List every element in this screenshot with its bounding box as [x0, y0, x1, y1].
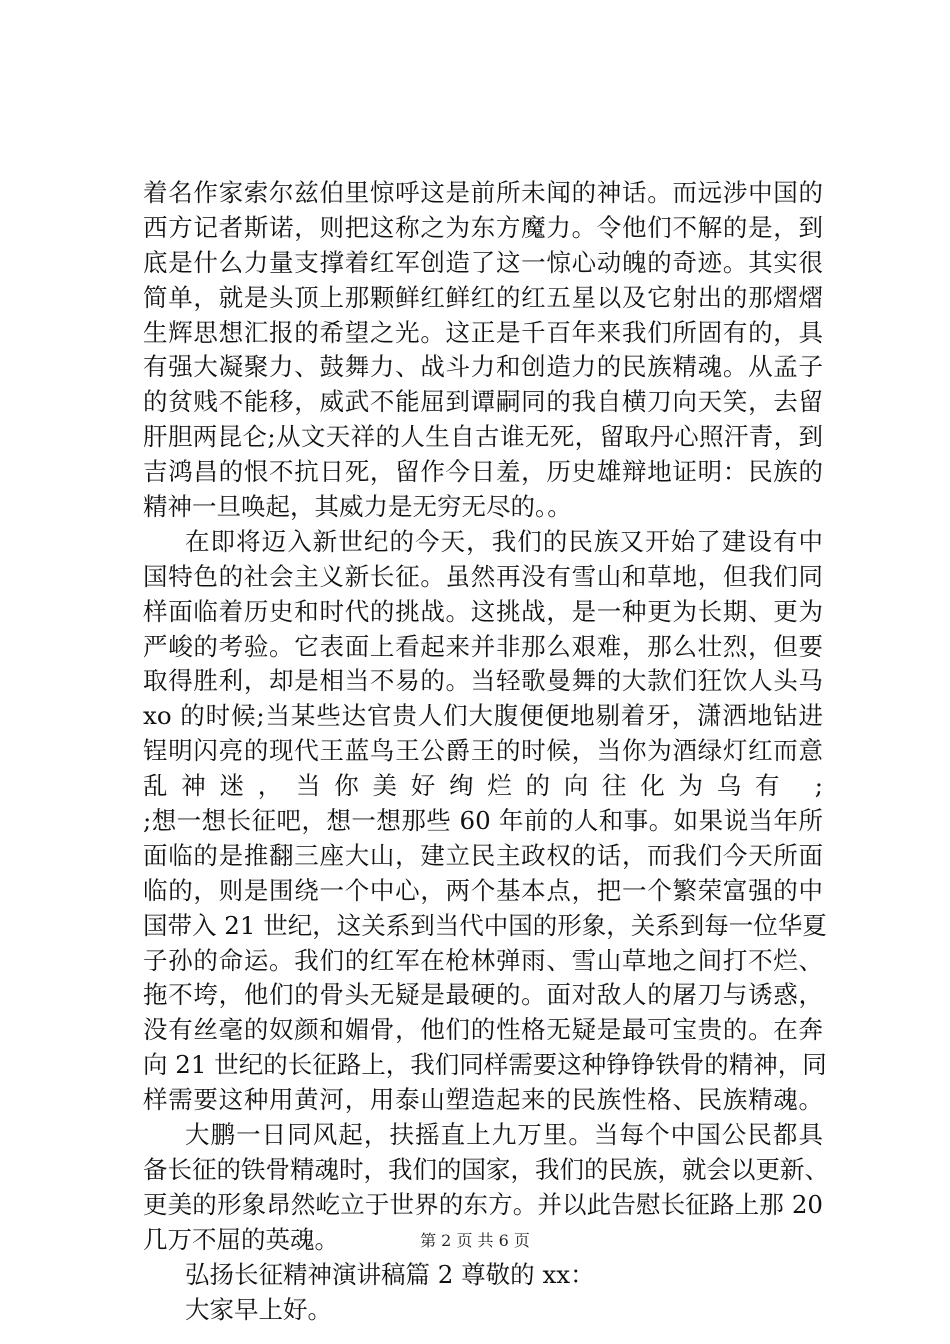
text-line: 简单，就是头顶上那颗鲜红鲜红的红五星以及它射出的那熠熠 — [143, 282, 823, 312]
text-line: 吉鸿昌的恨不抗日死，留作今日羞，历史雄辩地证明：民族的 — [143, 457, 823, 487]
text-line: 在即将迈入新世纪的今天，我们的民族又开始了建设有中 — [185, 526, 823, 556]
text-line: 几万不屈的英魂。 — [143, 1224, 339, 1254]
page-footer: 第 2 页 共 6 页 — [420, 1231, 530, 1250]
text-line: 更美的形象昂然屹立于世界的东方。并以此告慰长征路上那 20 — [143, 1189, 823, 1219]
text-line: 备长征的铁骨精魂时，我们的国家，我们的民族，就会以更新、 — [143, 1154, 829, 1184]
text-line: 样需要这种用黄河，用泰山塑造起来的民族性格、民族精魂。 — [143, 1085, 823, 1115]
text-line: 国带入 21 世纪，这关系到当代中国的形象，关系到每一位华夏 — [143, 910, 827, 940]
text-line: ;想一想长征吧，想一想那些 60 年前的人和事。如果说当年所 — [143, 806, 823, 836]
text-line: 弘扬长征精神演讲稿篇 2 尊敬的 xx： — [185, 1259, 595, 1289]
text-line: 精神一旦唤起，其威力是无穷无尽的。。 — [143, 492, 572, 522]
text-line: 西方记者斯诺，则把这称之为东方魔力。令他们不解的是，到 — [143, 212, 823, 242]
text-line: 有强大凝聚力、鼓舞力、战斗力和创造力的民族精魂。从孟子 — [143, 352, 823, 382]
text-line: 肝胆两昆仑;从文天祥的人生自古谁无死，留取丹心照汗青，到 — [143, 422, 823, 452]
text-line: 乱神迷，当你美好绚烂的向往化为乌有 ; — [143, 771, 823, 801]
text-line: 子孙的命运。我们的红军在枪林弹雨、雪山草地之间打不烂、 — [143, 945, 823, 975]
text-line: 大鹏一日同风起，扶摇直上九万里。当每个中国公民都具 — [185, 1120, 823, 1150]
text-line: 锃明闪亮的现代王蓝鸟王公爵王的时候，当你为酒绿灯红而意 — [143, 736, 823, 766]
text-line: 临的，则是围绕一个中心，两个基本点，把一个繁荣富强的中 — [143, 875, 823, 905]
document-body — [143, 176, 829, 1327]
text-line: xo 的时候;当某些达官贵人们大腹便便地剔着牙，潇洒地钻进 — [143, 701, 823, 731]
text-line: 国特色的社会主义新长征。虽然再没有雪山和草地，但我们同 — [143, 561, 823, 591]
text-line: 拖不垮，他们的骨头无疑是最硬的。面对敌人的屠刀与诱惑， — [143, 980, 823, 1010]
text-line: 向 21 世纪的长征路上，我们同样需要这种铮铮铁骨的精神，同 — [143, 1050, 827, 1080]
text-line: 取得胜利，却是相当不易的。当轻歌曼舞的大款们狂饮人头马 — [143, 666, 823, 696]
text-line: 严峻的考验。它表面上看起来并非那么艰难，那么壮烈，但要 — [143, 631, 823, 661]
text-line: 面临的是推翻三座大山，建立民主政权的话，而我们今天所面 — [143, 840, 823, 870]
text-line: 着名作家索尔兹伯里惊呼这是前所未闻的神话。而远涉中国的 — [143, 178, 823, 207]
text-line: 生辉思想汇报的希望之光。这正是千百年来我们所固有的，具 — [143, 317, 823, 347]
text-line: 底是什么力量支撑着红军创造了这一惊心动魄的奇迹。其实很 — [143, 247, 823, 277]
text-line: 样面临着历史和时代的挑战。这挑战，是一种更为长期、更为 — [143, 596, 823, 626]
text-line: 大家早上好。 — [185, 1294, 332, 1324]
text-line: 没有丝毫的奴颜和媚骨，他们的性格无疑是最可宝贵的。在奔 — [143, 1015, 823, 1045]
text-line: 的贫贱不能移，威武不能屈到谭嗣同的我自横刀向天笑，去留 — [143, 387, 823, 417]
